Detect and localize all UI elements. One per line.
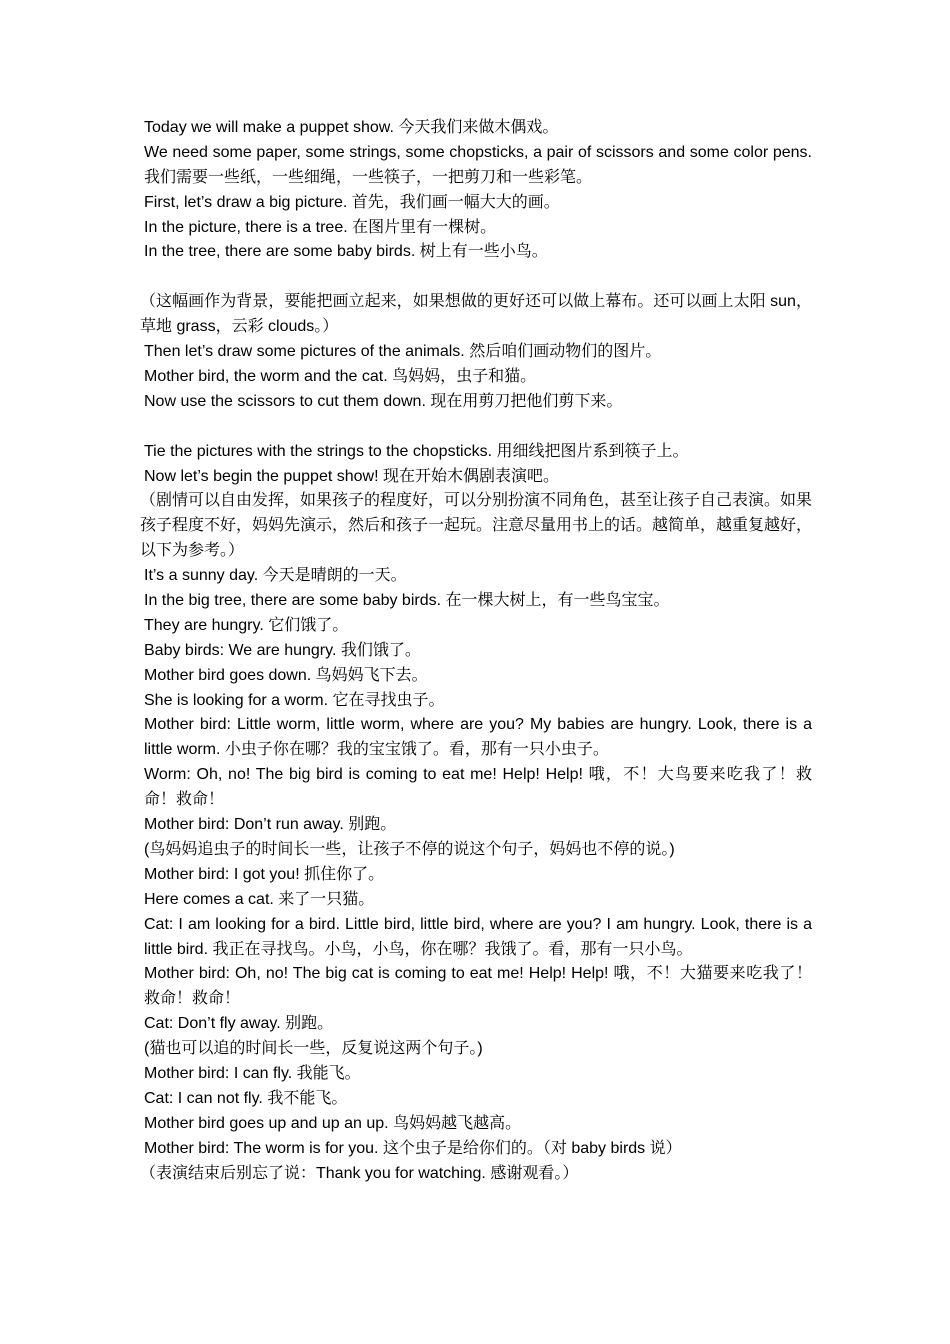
note-line: （表演结束后别忘了说：Thank you for watching. 感谢观看。） [140,1164,579,1182]
text-line: It’s a sunny day. 今天是晴朗的一天。 [144,567,407,585]
text-line: Mother bird: I can fly. 我能飞。 [144,1065,361,1083]
text-line: Mother bird: The worm is for you. 这个虫子是给你们的。（对 baby birds 说） [144,1139,682,1157]
text-line: In the big tree, there are some baby birds. 在一棵大树上，有一些鸟宝宝。 [144,592,670,610]
text-line: Now use the scissors to cut them down. 现在用剪刀把他们剪下来。 [144,392,623,410]
text-paragraph: Worm: Oh, no! The big bird is coming to eat me! Help! Help! 哦，不！大鸟要来吃我了！救命！救命！ [144,766,812,809]
text-paragraph: Mother bird: Little worm, little worm, where are you? My babies are hungry. Look, there is a little worm. 小虫子你在哪？我的宝宝饿了。看，那有一只小虫子。 [144,716,812,759]
text-paragraph: We need some paper, some strings, some chopsticks, a pair of scissors and some color pens.我们需要一些纸，一些细绳，一些筷子，一把剪刀和一些彩笔。 [144,143,812,186]
text-line: Now let’s begin the puppet show! 现在开始木偶剧表演吧。 [144,467,559,485]
text-line: Today we will make a puppet show. 今天我们来做木偶戏。 [144,119,559,136]
text-line: Baby birds: We are hungry. 我们饿了。 [144,641,421,659]
text-line: Then let’s draw some pictures of the animals. 然后咱们画动物们的图片。 [144,343,662,361]
text-line: They are hungry. 它们饿了。 [144,616,349,634]
note-paragraph: （剧情可以自由发挥，如果孩子的程度好，可以分别扮演不同角色，甚至让孩子自己表演。如果孩子程度不好，妈妈先演示，然后和孩子一起玩。注意尽量用书上的话。越简单，越重复越好，以下为参考。） [140,492,813,560]
note-paragraph: （这幅画作为背景，要能把画立起来，如果想做的更好还可以做上幕布。还可以画上太阳 sun，草地 grass，云彩 clouds。） [140,293,812,336]
text-line: (猫也可以追的时间长一些，反复说这两个句子。) [144,1040,483,1058]
text-line: Tie the pictures with the strings to the chopsticks. 用细线把图片系到筷子上。 [144,442,689,460]
text-line: Mother bird goes down. 鸟妈妈飞下去。 [144,666,428,684]
text-line: She is looking for a worm. 它在寻找虫子。 [144,691,445,709]
text-line: (鸟妈妈追虫子的时间长一些，让孩子不停的说这个句子，妈妈也不停的说。) [144,841,675,858]
text-line: First, let’s draw a big picture. 首先，我们画一幅大大的画。 [144,193,560,211]
text-line: Mother bird: Don’t run away. 别跑。 [144,816,397,834]
document-page [140,116,813,1187]
text-paragraph: Cat: I am looking for a bird. Little bird, little bird, where are you? I am hungry. Look, there is a little bird. 我正在寻找鸟。小鸟，小鸟，你在哪？我饿了。看，那有一只小鸟。 [144,915,812,958]
text-line: Cat: I can not fly. 我不能飞。 [144,1089,348,1107]
blank-line [144,415,812,440]
text-line: Mother bird goes up and up an up. 鸟妈妈越飞越高。 [144,1114,522,1132]
text-line: In the tree, there are some baby birds. 树上有一些小鸟。 [144,243,548,261]
text-line: Here comes a cat. 来了一只猫。 [144,890,375,908]
text-line: Mother bird, the worm and the cat. 鸟妈妈，虫子和猫。 [144,367,537,385]
text-line: Cat: Don’t fly away. 别跑。 [144,1015,334,1033]
text-line: In the picture, there is a tree. 在图片里有一棵树。 [144,218,497,236]
text-line: Mother bird: I got you! 抓住你了。 [144,865,385,883]
text-paragraph: Mother bird: Oh, no! The big cat is coming to eat me! Help! Help! 哦，不！大猫要来吃我了！救命！救命！ [144,965,812,1008]
blank-line [144,265,812,290]
